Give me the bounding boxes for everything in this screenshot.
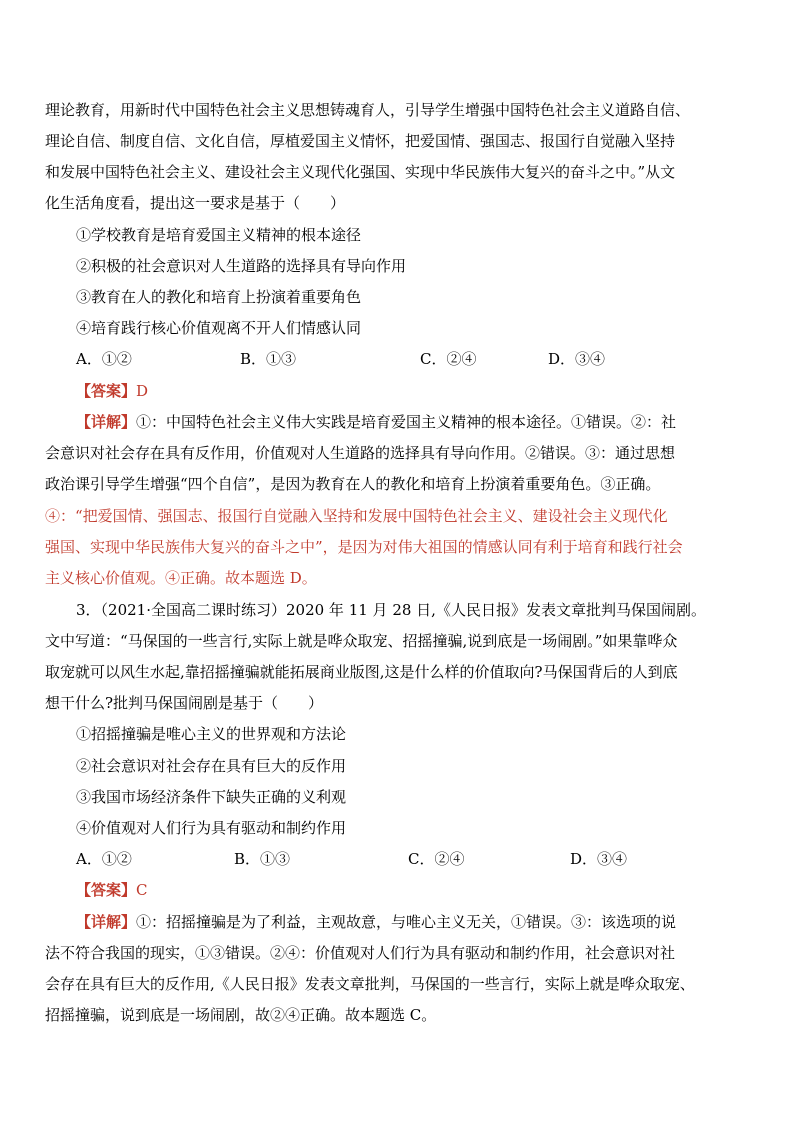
q2-detail-red-3: 主义核心价值观。④正确。故本题选 D。 (45, 569, 317, 587)
q3-answer (76, 880, 148, 900)
q2-detail-text-1: ①：中国特色社会主义伟大实践是培育爱国主义精神的根本途径。①错误。②：社 (136, 413, 677, 431)
q3-detail-text-1: ①：招摇撞骗是为了利益，主观故意，与唯心主义无关，①错误。③：该选项的说 (136, 913, 677, 931)
q3-detail-line-2: 法不符合我国的现实，①③错误。②④：价值观对人们行为具有驱动和制约作用，社会意识对社 (45, 944, 676, 962)
q2-answer (76, 381, 148, 401)
q3-item-1: ①招摇撞骗是唯心主义的世界观和方法论 (76, 725, 347, 743)
q2-answer-value: D (136, 382, 149, 400)
q2-option-b: B．①③ (240, 350, 297, 368)
q3-stem-line-4: 想干什么?批判马保国闹剧是基于（ ） (45, 694, 324, 712)
q2-detail-line-3: 政治课引导学生增强“四个自信”，是因为教育在人的教化和培育上扮演着重要角色。③正确。 (45, 475, 661, 493)
q2-detail-tag: 【详解】 (76, 413, 137, 431)
q3-item-2: ②社会意识对社会存在具有巨大的反作用 (76, 757, 347, 775)
q3-item-4: ④价值观对人们行为具有驱动和制约作用 (76, 819, 347, 837)
q2-detail-line-1 (76, 412, 676, 432)
q3-option-c: C．②④ (408, 850, 465, 868)
q2-option-a: A．①② (76, 350, 132, 368)
q2-stem-line-3: 和发展中国特色社会主义、建设社会主义现代化强国、实现中华民族伟大复兴的奋斗之中。”从文 (45, 163, 676, 181)
q3-option-d: D．③④ (570, 850, 628, 868)
q2-item-1: ①学校教育是培育爱国主义精神的根本途径 (76, 226, 362, 244)
q2-detail-red-2: 强国、实现中华民族伟大复兴的奋斗之中”，是因为对伟大祖国的情感认同有利于培育和践行社会 (45, 538, 683, 556)
q3-option-a: A．①② (76, 850, 132, 868)
q3-detail-line-1 (76, 912, 676, 932)
q2-item-2: ②积极的社会意识对人生道路的选择具有导向作用 (76, 257, 407, 275)
q2-option-c: C．②④ (420, 350, 477, 368)
q3-detail-tag: 【详解】 (76, 913, 137, 931)
q3-answer-value: C (136, 881, 148, 899)
q2-stem-line-2: 理论自信、制度自信、文化自信，厚植爱国主义情怀，把爱国情、强国志、报国行自觉融入坚持 (45, 132, 676, 150)
q3-detail-line-4: 招摇撞骗，说到底是一场闹剧，故②④正确。故本题选 C。 (45, 1006, 437, 1024)
q2-detail-red-1: ④：“把爱国情、强国志、报国行自觉融入坚持和发展中国特色社会主义、建设社会主义现代化 (45, 507, 668, 525)
q3-answer-tag: 【答案】 (76, 881, 137, 899)
q2-stem-line-1: 理论教育，用新时代中国特色社会主义思想铸魂育人，引导学生增强中国特色社会主义道路自信、 (45, 101, 691, 119)
q2-option-d: D．③④ (548, 350, 606, 368)
q2-answer-tag: 【答案】 (76, 382, 137, 400)
q3-stem-line-2: 文中写道：“马保国的一些言行,实际上就是哗众取宠、招摇撞骗,说到底是一场闹剧。”如果靠哗众 (45, 632, 678, 650)
q3-stem-line-3: 取宠就可以风生水起,靠招摇撞骗就能拓展商业版图,这是什么样的价值取向?马保国背后的人到底 (45, 663, 678, 681)
q3-stem-line-1: 3．（2021·全国高二课时练习）2020 年 11 月 28 日,《人民日报》发表文章批判马保国闹剧。 (76, 601, 706, 619)
q2-item-3: ③教育在人的教化和培育上扮演着重要角色 (76, 288, 362, 306)
q3-item-3: ③我国市场经济条件下缺失正确的义利观 (76, 788, 347, 806)
q2-item-4: ④培育践行核心价值观离不开人们情感认同 (76, 319, 362, 337)
q2-stem-line-4: 化生活角度看，提出这一要求是基于（ ） (45, 194, 346, 212)
q2-detail-line-2: 会意识对社会存在具有反作用，价值观对人生道路的选择具有导向作用。②错误。③：通过思想 (45, 444, 676, 462)
q3-detail-line-3: 会存在具有巨大的反作用,《人民日报》发表文章批判，马保国的一些言行，实际上就是哗众取宠、 (45, 975, 695, 993)
q3-option-b: B．①③ (234, 850, 291, 868)
